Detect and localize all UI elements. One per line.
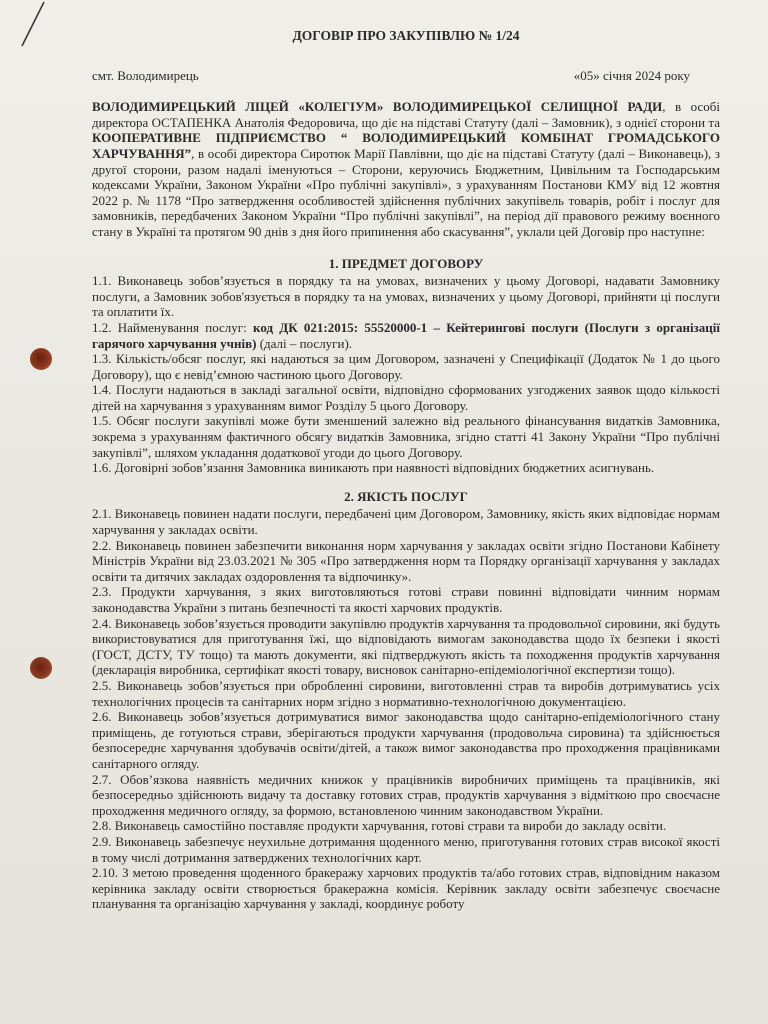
intro-text-2: , в особі директора Сиротюк Марії Павлівни, що діє на підставі Статуту (далі – Виконавець), з другої сторони, разом надалі іменуються – Сторони, керуючись Бюджетним, Цивільним та Господарським кодексами України, Законом України «Про публічні закупівлі», з урахуванням Постанови КМУ від 12 жовтня 2022 р. № 1178 “Про затвердження особливостей здійснення публічних закупівель товарів, робіт і послуг для замовників, передбачених Законом України “Про публічні закупівлі”, на період дії правового режиму воєнного стану в Україні та протягом 90 днів з дня його припинення або скасування”, уклали цей Договір про наступне: [92, 145, 720, 239]
clause-2-7: 2.7. Обов’язкова наявність медичних книжок у працівників виробничих приміщень та працівників, які безпосередньо здійснюють видачу та доставку готових страв, продуктів харчування з відміткою про своєчасне проходження медичного огляду, за формою, встановленою чинним законодавством України. [92, 771, 720, 818]
document-body [92, 28, 720, 912]
clause-1-6: 1.6. Договірні зобов’язання Замовника виникають при наявності відповідних бюджетних асигнувань. [92, 460, 655, 476]
clause-1-2 [92, 320, 720, 351]
party1-name: ВОЛОДИМИРЕЦЬКИЙ ЛІЦЕЙ «КОЛЕГІУМ» ВОЛОДИМИРЕЦЬКОЇ СЕЛИЩНОЇ РАДИ [92, 99, 663, 115]
clause-2-9: 2.9. Виконавець забезпечує неухильне дотримання щоденного меню, приготування готових страв високої якості в тому числі дотримання затверджених технологічних карт. [92, 833, 720, 865]
clause-2-6: 2.6. Виконавець зобов’язується дотримуватися вимог законодавства щодо санітарно-епідеміологічного стану приміщень, де готуються страви, зберігаються продукти харчування (продовольча сировина) та здійснюється безпосереднє харчування здобувачів освіти/дітей, а також вимог законодавства про проходження працівниками санітарного огляду. [92, 709, 720, 771]
clause-1-2-post: (далі – послуги). [256, 335, 353, 351]
section2-heading: 2. ЯКІСТЬ ПОСЛУГ [344, 488, 468, 504]
clause-2-4: 2.4. Виконавець зобов’язується проводити закупівлю продуктів харчування та продовольчої сировини, які будуть використовуватися для приготування їжі, що відповідають вимогам законодавства щодо їх безпеки і якості (ГОСТ, ДСТУ, ТУ тощо) та мають документи, які підтверджують якість та походження продуктів харчування (декларація виробника, сертифікат якості товару, висновок санітарно-епідеміологічної експертизи тощо). [92, 615, 720, 678]
punch-hole-top [30, 348, 52, 370]
clause-2-2: 2.2. Виконавець повинен забезпечити виконання норм харчування у закладах освіти згідно Постанови Кабінету Міністрів України від 23.03.2021 № 305 «Про затвердження норм та Порядку організації харчування у закладах освіти та дитячих закладах оздоровлення та відпочинку». [92, 537, 720, 584]
clause-2-10: 2.10. З метою проведення щоденного бракеражу харчових продуктів та/або готових страв, відповідним наказом керівника закладу освіти створюється бракеражна комісія. Керівник закладу освіти забезпечує своєчасне планування та організацію харчування у закладі, координує роботу [92, 865, 720, 912]
intro-paragraph [92, 99, 720, 239]
pen-stroke-mark [18, 0, 48, 48]
clause-1-3: 1.3. Кількість/обсяг послуг, які надаються за цим Договором, зазначені у Специфікації (Додаток № 1 до цього Договору), що є невід’ємною частиною цього Договору. [92, 351, 720, 382]
place-date-row [92, 68, 720, 84]
punch-hole-bottom [30, 657, 52, 679]
clause-2-5: 2.5. Виконавець зобов’язується при обробленні сировини, виготовленні страв та виробів дотримуватись усіх технологічних процесів та санітарних норм згідно з нормативно-технологічною документацією. [92, 677, 720, 709]
clause-2-1: 2.1. Виконавець повинен надати послуги, передбачені цим Договором, Замовнику, якість яких відповідає нормам харчування у закладах освіти. [92, 506, 720, 538]
document-date: «05» січня 2024 року [573, 67, 690, 83]
intro-text-1: , в особі директора ОСТАПЕНКА Анатолія Федоровича, що діє на підставі Статуту (далі – Замовник), з однієї сторони та [92, 99, 720, 130]
clause-1-1: 1.1. Виконавець зобов’язується в порядку та на умовах, визначених у цьому Договорі, надавати Замовнику послуги, а Замовник зобов'язується в порядку та на умовах, визначених у цьому Договорі, прийняти ці послуги та оплатити їх. [92, 273, 720, 320]
clause-1-4: 1.4. Послуги надаються в закладі загальної освіти, відповідно сформованих узгоджених заявок щодо кількості дітей на харчування з урахуванням вимог Розділу 5 цього Договору. [92, 382, 720, 413]
clause-1-2-pre: 1.2. Найменування послуг: [92, 319, 253, 335]
party2-name: КООПЕРАТИВНЕ ПІДПРИЄМСТВО “ ВОЛОДИМИРЕЦЬКИЙ КОМБІНАТ ГРОМАДСЬКОГО ХАРЧУВАННЯ” [92, 130, 720, 161]
section1-heading: 1. ПРЕДМЕТ ДОГОВОРУ [328, 255, 484, 271]
document-place: смт. Володимирець [92, 67, 199, 83]
clause-1-5: 1.5. Обсяг послуги закупівлі може бути зменшений залежно від реального фінансування видатків Замовника, зокрема з урахуванням фактичного обсягу видатків Замовника, згідно статті 41 Закону України “Про публічні закупівлі”, шляхом укладання додаткової угоди до цього Договору. [92, 413, 720, 460]
clause-2-3: 2.3. Продукти харчування, з яких виготовляються готові страви повинні відповідати чинним нормам законодавства України з питань безпечності та якості харчових продуктів. [92, 584, 720, 615]
document-title: ДОГОВІР ПРО ЗАКУПІВЛЮ № 1/24 [292, 28, 520, 43]
clause-2-8: 2.8. Виконавець самостійно поставляє продукти харчування, готові страви та вироби до закладу освіти. [92, 818, 667, 834]
clause-1-2-code: код ДК 021:2015: 55520000-1 – Кейтерингові послуги (Послуги з організації гарячого харчування учнів) [92, 319, 720, 351]
